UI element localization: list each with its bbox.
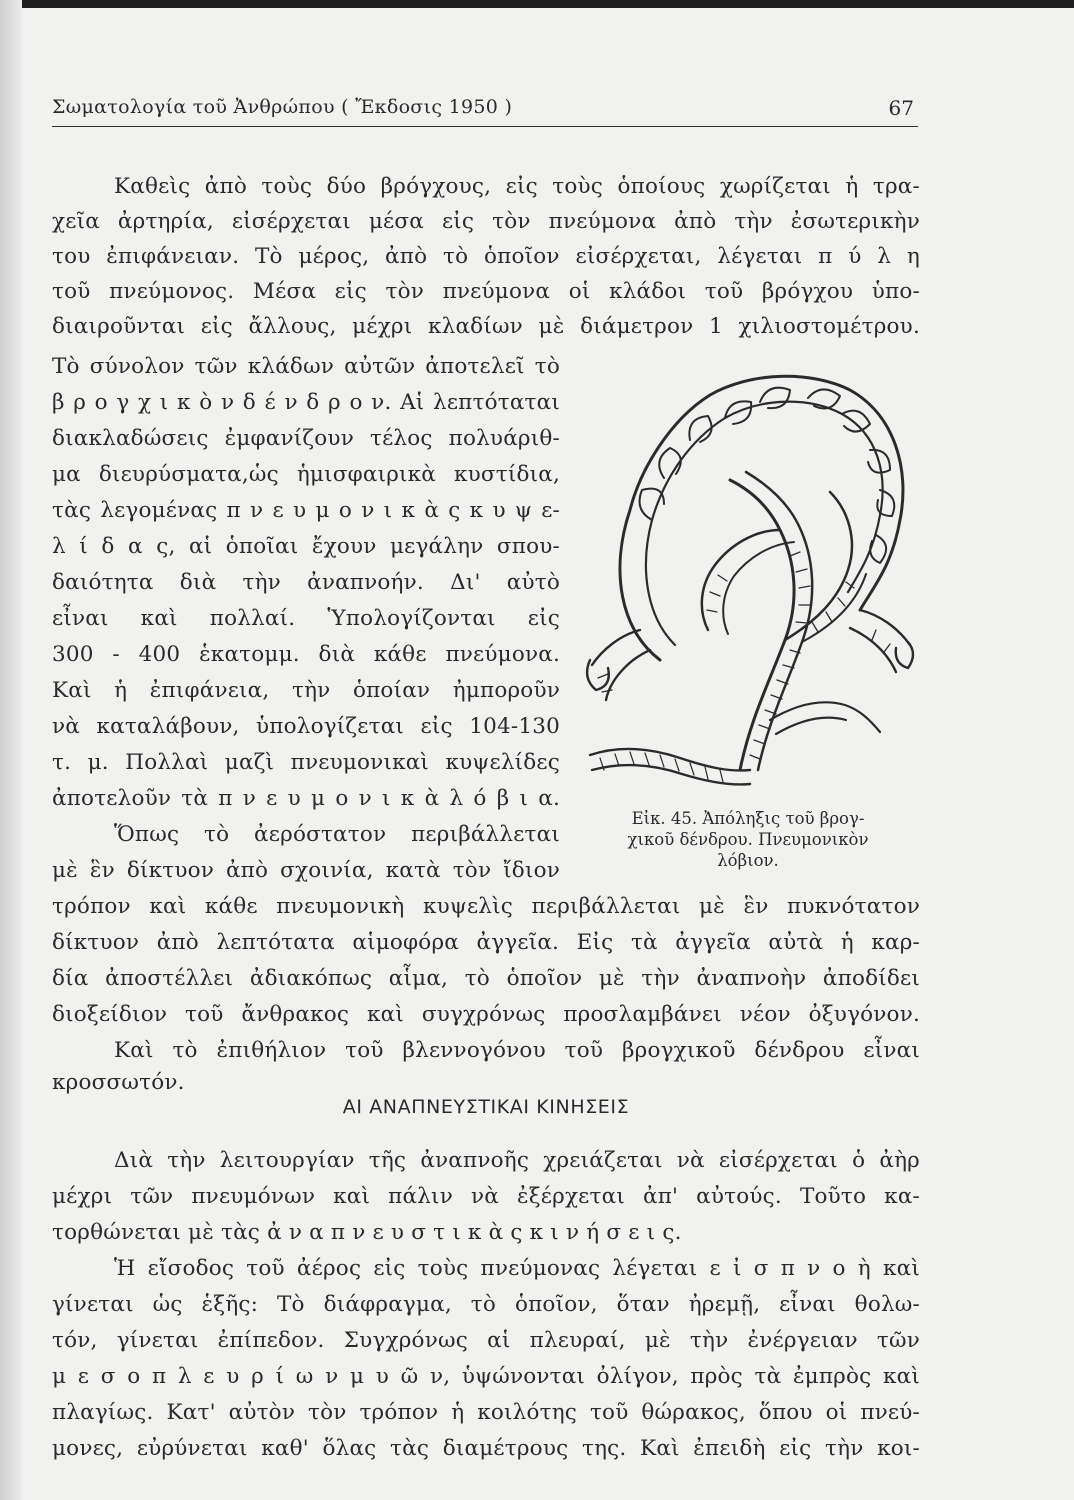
text-line: ἀποτελοῦν τὰ π ν ε υ μ ο ν ι κ ὰ λ ό β ι α. xyxy=(52,786,560,811)
text-line: δία ἀποστέλλει ἀδιακόπως αἷμα, τὸ ὁποῖον μὲ τὴν ἀναπνοὴν ἀποδίδει xyxy=(52,966,920,991)
running-header xyxy=(52,96,918,127)
text-line: Διὰ τὴν λειτουργίαν τῆς ἀναπνοῆς χρειάζεται νὰ εἰσέρχεται ὁ ἀὴρ xyxy=(114,1148,920,1173)
text-line: διακλαδώσεις ἐμφανίζουν τέλος πολυάριθ- xyxy=(52,426,560,451)
text-line: χεῖα ἀρτηρία, εἰσέρχεται μέσα εἰς τὸν πνεύμονα ἀπὸ τὴν ἐσωτερικὴν xyxy=(52,209,920,234)
text-line: δίκτυον ἀπὸ λεπτότατα αἱμοφόρα ἀγγεῖα. Εἰς τὰ ἀγγεῖα αὐτὰ ἡ καρ- xyxy=(52,930,920,955)
text-line: μα διευρύσματα,ὡς ἡμισφαιρικὰ κυστίδια, xyxy=(52,462,560,487)
text-line: νὰ καταλάβουν, ὑπολογίζεται εἰς 104-130 xyxy=(52,714,560,739)
text-line: τ. μ. Πολλαὶ μαζὶ πνευμονικαὶ κυψελίδες xyxy=(52,750,560,775)
text-line: Καθεὶς ἀπὸ τοὺς δύο βρόγχους, εἰς τοὺς ὁποίους χωρίζεται ἡ τρα- xyxy=(114,174,920,199)
text-line: εἶναι καὶ πολλαί. Ὑπολογίζονται εἰς xyxy=(52,606,560,631)
text-line: τόν, γίνεται ἐπίπεδον. Συγχρόνως αἱ πλευραί, μὲ τὴν ἐνέργειαν τῶν xyxy=(52,1328,920,1353)
section-heading: ΑΙ ΑΝΑΠΝΕΥΣΤΙΚΑΙ ΚΙΝΗΣΕΙΣ xyxy=(342,1096,630,1118)
figure-caption xyxy=(578,808,918,871)
text-line: τρόπον καὶ κάθε πνευμονικὴ κυψελὶς περιβάλλεται μὲ ἓν πυκνότατον xyxy=(52,894,920,919)
text-line: Ὅπως τὸ ἀερόστατον περιβάλλεται xyxy=(114,822,560,847)
scan-left-shadow xyxy=(0,0,22,1500)
text-line: μέχρι τῶν πνευμόνων καὶ πάλιν νὰ ἐξέρχεται ἀπ' αὐτούς. Τοῦτο κα- xyxy=(52,1184,920,1209)
text-line: του ἐπιφάνειαν. Τὸ μέρος, ἀπὸ τὸ ὁποῖον εἰσέρχεται, λέγεται π ύ λ η xyxy=(52,244,920,269)
running-title: Σωματολογία τοῦ Ἀνθρώπου ( Ἔκδοσις 1950 ) xyxy=(52,96,513,118)
text-line: μ ε σ ο π λ ε υ ρ ί ω ν μ υ ῶ ν, ὑψώνονται ὀλίγον, πρὸς τὰ ἐμπρὸς καὶ xyxy=(52,1364,920,1389)
text-line: μονες, εὐρύνεται καθ' ὅλας τὰς διαμέτρους της. Καὶ ἐπειδὴ εἰς τὴν κοι- xyxy=(52,1436,920,1461)
caption-line: λόβιον. xyxy=(717,851,779,870)
text-line: διαιροῦνται εἰς ἄλλους, μέχρι κλαδίων μὲ διάμετρον 1 χιλιοστομέτρου. xyxy=(52,314,920,339)
text-line: κροσσωτόν. xyxy=(52,1070,185,1095)
text-line: Τὸ σύνολον τῶν κλάδων αὐτῶν ἀποτελεῖ τὸ xyxy=(52,354,560,379)
text-line: τοῦ πνεύμονος. Μέσα εἰς τὸν πνεύμονα οἱ κλάδοι τοῦ βρόγχου ὑπο- xyxy=(52,279,920,304)
text-line: πλαγίως. Κατ' αὐτὸν τὸν τρόπον ἡ κοιλότης τοῦ θώρακος, ὅπου οἱ πνεύ- xyxy=(52,1400,920,1425)
text-line: τὰς λεγομένας π ν ε υ μ ο ν ι κ ὰ ς κ υ ψ ε- xyxy=(52,498,560,523)
text-line: 300 - 400 ἑκατομμ. διὰ κάθε πνεύμονα. xyxy=(52,642,560,667)
text-line: μὲ ἓν δίκτυον ἀπὸ σχοινία, κατὰ τὸν ἴδιον xyxy=(52,858,560,883)
text-line: Καὶ τὸ ἐπιθήλιον τοῦ βλεννογόνου τοῦ βρογχικοῦ δένδρου εἶναι xyxy=(114,1038,920,1063)
text-line: δαιότητα διὰ τὴν ἀναπνοήν. Δι' αὐτὸ xyxy=(52,570,560,595)
page-number: 67 xyxy=(888,96,914,120)
caption-line: Εἰκ. 45. Ἀπόληξις τοῦ βρογ- xyxy=(631,809,865,828)
text-line: τορθώνεται μὲ τὰς ἀ ν α π ν ε υ σ τ ι κ ὰ ς κ ι ν ή σ ε ι ς. xyxy=(52,1220,682,1245)
text-line: γίνεται ὡς ἑξῆς: Τὸ διάφραγμα, τὸ ὁποῖον, ὅταν ἠρεμῇ, εἶναι θολω- xyxy=(52,1292,920,1317)
scan-top-border xyxy=(0,0,1074,8)
text-line: Ἡ εἴσοδος τοῦ ἀέρος εἰς τοὺς πνεύμονας λέγεται ε ἰ σ π ν ο ὴ καὶ xyxy=(114,1256,920,1281)
text-line: β ρ ο γ χ ι κ ὸ ν δ έ ν δ ρ ο ν. Αἱ λεπτόταται xyxy=(52,390,560,415)
caption-line: χικοῦ δένδρου. Πνευμονικὸν xyxy=(627,830,869,849)
text-line: διοξείδιον τοῦ ἄνθρακος καὶ συγχρόνως προσλαμβάνει νέον ὀξυγόνον. xyxy=(52,1002,920,1027)
text-line: Καὶ ἡ ἐπιφάνεια, τὴν ὁποίαν ἠμποροῦν xyxy=(52,678,560,703)
text-line: λ ί δ α ς, αἱ ὁποῖαι ἔχουν μεγάλην σπου- xyxy=(52,534,560,559)
lobule-illustration xyxy=(580,360,920,805)
